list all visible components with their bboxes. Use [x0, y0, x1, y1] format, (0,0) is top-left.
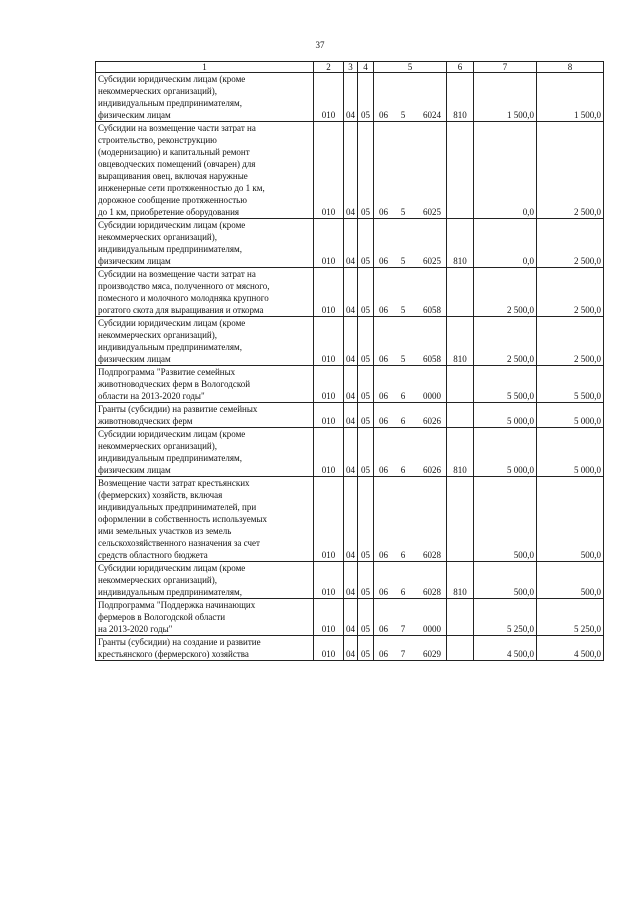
cell-subsection-code: 05 [358, 403, 374, 428]
row-description: Гранты (субсидии) на развитие семейных животноводческих ферм [96, 403, 314, 428]
cell-expense-type: 810 [447, 562, 474, 599]
target-program-code: 06 [379, 354, 388, 364]
target-direction-code: 6058 [423, 354, 441, 364]
target-direction-code: 6028 [423, 550, 441, 560]
cell-target-article [374, 599, 447, 636]
cell-expense-type [447, 268, 474, 317]
cell-amount-col7: 5 000,0 [474, 428, 537, 477]
cell-amount-col8: 1 500,0 [537, 73, 604, 122]
cell-section-code: 04 [344, 599, 358, 636]
cell-target-article [374, 73, 447, 122]
cell-section-code: 04 [344, 562, 358, 599]
table-row [96, 73, 604, 122]
cell-expense-type [447, 122, 474, 219]
target-subprogram-code: 6 [400, 587, 406, 597]
target-direction-code: 6026 [423, 465, 441, 475]
cell-subsection-code: 05 [358, 562, 374, 599]
table-header-row [96, 62, 604, 73]
cell-amount-col7: 0,0 [474, 122, 537, 219]
target-subprogram-code: 5 [400, 110, 406, 120]
cell-subsection-code: 05 [358, 317, 374, 366]
table-row [96, 477, 604, 562]
cell-expense-type: 810 [447, 219, 474, 268]
cell-expense-type [447, 403, 474, 428]
table-row [96, 366, 604, 403]
cell-target-article [374, 219, 447, 268]
cell-amount-col8: 2 500,0 [537, 268, 604, 317]
cell-target-article [374, 403, 447, 428]
cell-section-code: 04 [344, 403, 358, 428]
target-direction-code: 6025 [423, 256, 441, 266]
column-header: 2 [314, 62, 344, 73]
column-header: 3 [344, 62, 358, 73]
target-subprogram-code: 7 [400, 624, 406, 634]
cell-subsection-code: 05 [358, 366, 374, 403]
cell-ministry-code: 010 [314, 403, 344, 428]
cell-expense-type [447, 636, 474, 661]
cell-ministry-code: 010 [314, 636, 344, 661]
target-subprogram-code: 5 [400, 354, 406, 364]
row-description: Субсидии юридическим лицам (кроме некоммерческих организаций), индивидуальным предпринимателям, [96, 562, 314, 599]
cell-subsection-code: 05 [358, 219, 374, 268]
cell-subsection-code: 05 [358, 268, 374, 317]
cell-amount-col7: 0,0 [474, 219, 537, 268]
cell-ministry-code: 010 [314, 268, 344, 317]
row-description: Подпрограмма "Развитие семейных животноводческих ферм в Вологодской области на 2013-2020 годы" [96, 366, 314, 403]
target-subprogram-code: 7 [400, 649, 406, 659]
cell-target-article [374, 317, 447, 366]
cell-expense-type: 810 [447, 428, 474, 477]
cell-section-code: 04 [344, 477, 358, 562]
cell-amount-col8: 5 500,0 [537, 366, 604, 403]
target-program-code: 06 [379, 465, 388, 475]
table-row [96, 268, 604, 317]
cell-subsection-code: 05 [358, 73, 374, 122]
column-header: 7 [474, 62, 537, 73]
table-row [96, 122, 604, 219]
column-header: 1 [96, 62, 314, 73]
row-description: Субсидии юридическим лицам (кроме некоммерческих организаций), индивидуальным предпринимателям, физическим лицам [96, 317, 314, 366]
cell-amount-col8: 2 500,0 [537, 317, 604, 366]
row-description: Субсидии юридическим лицам (кроме некоммерческих организаций), индивидуальным предпринимателям, физическим лицам [96, 428, 314, 477]
target-subprogram-code: 5 [400, 256, 406, 266]
table-row [96, 599, 604, 636]
cell-ministry-code: 010 [314, 122, 344, 219]
target-direction-code: 6025 [423, 207, 441, 217]
cell-amount-col7: 500,0 [474, 477, 537, 562]
target-subprogram-code: 6 [400, 416, 406, 426]
target-program-code: 06 [379, 110, 388, 120]
target-direction-code: 6024 [423, 110, 441, 120]
cell-expense-type: 810 [447, 73, 474, 122]
cell-section-code: 04 [344, 219, 358, 268]
target-direction-code: 0000 [423, 624, 441, 634]
cell-amount-col8: 500,0 [537, 477, 604, 562]
target-program-code: 06 [379, 587, 388, 597]
cell-expense-type [447, 477, 474, 562]
cell-expense-type: 810 [447, 317, 474, 366]
cell-target-article [374, 562, 447, 599]
cell-amount-col7: 2 500,0 [474, 268, 537, 317]
cell-amount-col7: 1 500,0 [474, 73, 537, 122]
target-subprogram-code: 5 [400, 305, 406, 315]
budget-table [95, 61, 604, 661]
cell-ministry-code: 010 [314, 219, 344, 268]
cell-ministry-code: 010 [314, 366, 344, 403]
row-description: Субсидии юридическим лицам (кроме некоммерческих организаций), индивидуальным предпринимателям, физическим лицам [96, 219, 314, 268]
cell-ministry-code: 010 [314, 73, 344, 122]
cell-amount-col7: 4 500,0 [474, 636, 537, 661]
target-program-code: 06 [379, 624, 388, 634]
cell-ministry-code: 010 [314, 477, 344, 562]
cell-target-article [374, 428, 447, 477]
column-header: 8 [537, 62, 604, 73]
target-subprogram-code: 6 [400, 550, 406, 560]
column-header: 5 [374, 62, 447, 73]
cell-section-code: 04 [344, 317, 358, 366]
target-direction-code: 6029 [423, 649, 441, 659]
cell-amount-col7: 5 500,0 [474, 366, 537, 403]
target-program-code: 06 [379, 550, 388, 560]
target-direction-code: 6028 [423, 587, 441, 597]
cell-target-article [374, 636, 447, 661]
cell-amount-col8: 2 500,0 [537, 219, 604, 268]
cell-subsection-code: 05 [358, 636, 374, 661]
cell-amount-col8: 4 500,0 [537, 636, 604, 661]
target-direction-code: 0000 [423, 391, 441, 401]
cell-section-code: 04 [344, 636, 358, 661]
cell-target-article [374, 477, 447, 562]
table-row [96, 636, 604, 661]
column-header: 4 [358, 62, 374, 73]
row-description: Субсидии на возмещение части затрат на строительство, реконструкцию (модернизацию) и капитальный ремонт овцеводческих помещений (овчарен) для выращивания овец, включая наружные инженерные сети протяженностью до 1 км, дорожное сообщение протяженностью до 1 км, приобретение оборудования [96, 122, 314, 219]
column-header: 6 [447, 62, 474, 73]
target-program-code: 06 [379, 416, 388, 426]
target-subprogram-code: 6 [400, 465, 406, 475]
target-program-code: 06 [379, 256, 388, 266]
cell-amount-col8: 5 250,0 [537, 599, 604, 636]
cell-amount-col8: 5 000,0 [537, 428, 604, 477]
target-program-code: 06 [379, 649, 388, 659]
row-description: Субсидии на возмещение части затрат на производство мяса, полученного от мясного, помесного и молочного молодняка крупного рогатого скота для выращивания и откорма [96, 268, 314, 317]
cell-subsection-code: 05 [358, 599, 374, 636]
cell-section-code: 04 [344, 122, 358, 219]
table-row [96, 219, 604, 268]
cell-section-code: 04 [344, 268, 358, 317]
cell-amount-col7: 5 000,0 [474, 403, 537, 428]
cell-target-article [374, 366, 447, 403]
row-description: Подпрограмма "Поддержка начинающих фермеров в Вологодской области на 2013-2020 годы" [96, 599, 314, 636]
cell-amount-col7: 2 500,0 [474, 317, 537, 366]
table-row [96, 428, 604, 477]
target-program-code: 06 [379, 207, 388, 217]
cell-subsection-code: 05 [358, 477, 374, 562]
cell-subsection-code: 05 [358, 428, 374, 477]
cell-amount-col7: 5 250,0 [474, 599, 537, 636]
table-row [96, 317, 604, 366]
cell-target-article [374, 268, 447, 317]
cell-expense-type [447, 599, 474, 636]
target-subprogram-code: 5 [400, 207, 406, 217]
cell-ministry-code: 010 [314, 317, 344, 366]
cell-amount-col7: 500,0 [474, 562, 537, 599]
target-direction-code: 6026 [423, 416, 441, 426]
row-description: Гранты (субсидии) на создание и развитие крестьянского (фермерского) хозяйства [96, 636, 314, 661]
cell-ministry-code: 010 [314, 428, 344, 477]
table-row [96, 562, 604, 599]
cell-expense-type [447, 366, 474, 403]
target-subprogram-code: 6 [400, 391, 406, 401]
row-description: Субсидии юридическим лицам (кроме некоммерческих организаций), индивидуальным предпринимателям, физическим лицам [96, 73, 314, 122]
cell-amount-col8: 5 000,0 [537, 403, 604, 428]
cell-amount-col8: 500,0 [537, 562, 604, 599]
row-description: Возмещение части затрат крестьянских (фермерских) хозяйств, включая индивидуальных предпринимателей, при оформлении в собственность используемых ими земельных участков из земель сельскохозяйственного назначения за счет средств областного бюджета [96, 477, 314, 562]
cell-ministry-code: 010 [314, 599, 344, 636]
cell-section-code: 04 [344, 73, 358, 122]
cell-section-code: 04 [344, 428, 358, 477]
table-row [96, 403, 604, 428]
cell-subsection-code: 05 [358, 122, 374, 219]
cell-target-article [374, 122, 447, 219]
target-direction-code: 6058 [423, 305, 441, 315]
cell-amount-col8: 2 500,0 [537, 122, 604, 219]
target-program-code: 06 [379, 305, 388, 315]
cell-section-code: 04 [344, 366, 358, 403]
cell-ministry-code: 010 [314, 562, 344, 599]
table-body [96, 73, 604, 661]
page-number: 37 [315, 40, 325, 50]
target-program-code: 06 [379, 391, 388, 401]
